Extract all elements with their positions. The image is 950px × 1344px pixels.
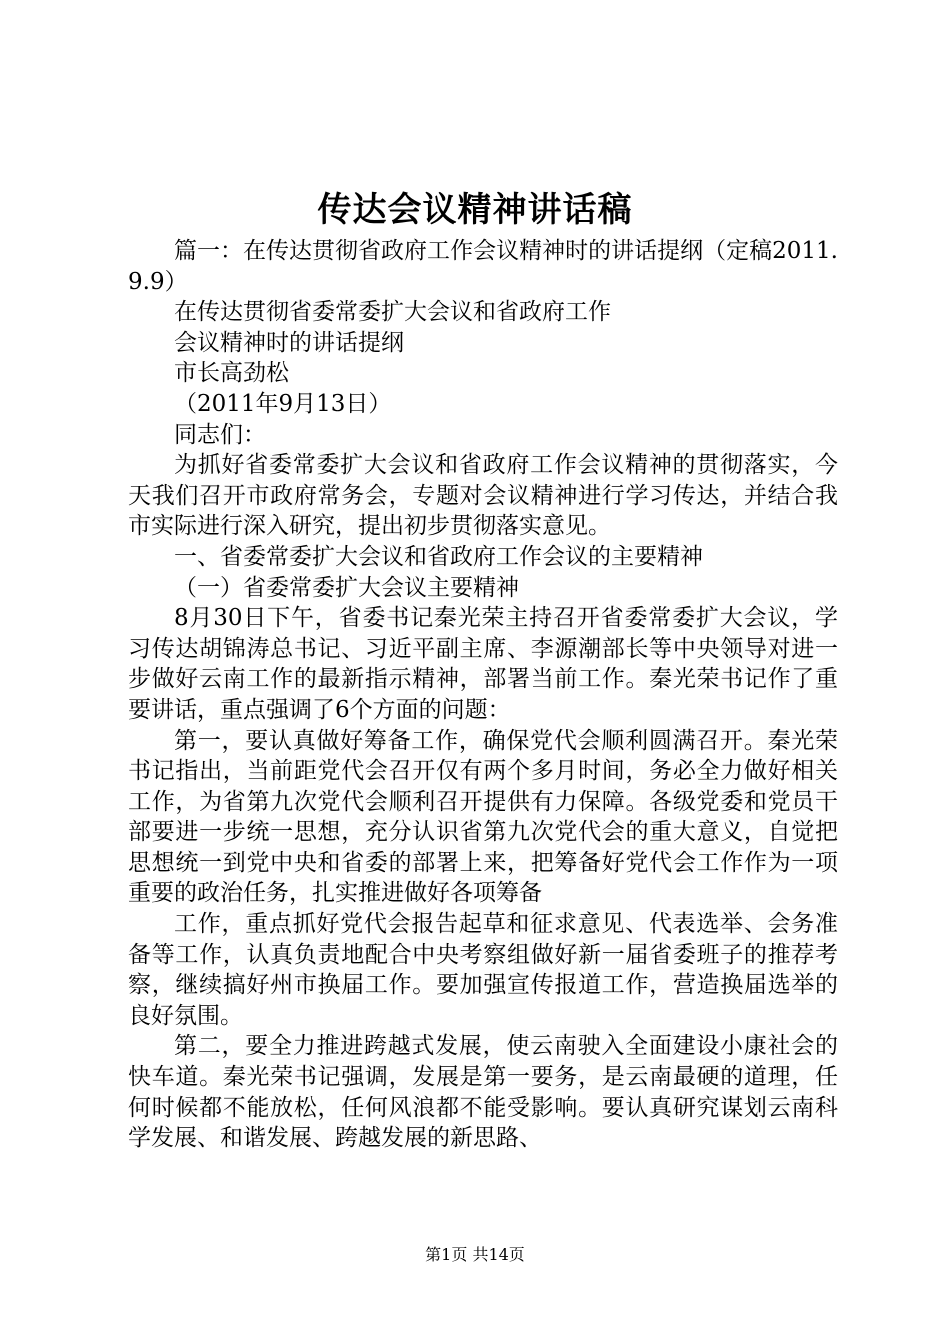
paragraph: 工作，重点抓好党代会报告起草和征求意见、代表选举、会务准备等工作，认真负责地配合中央考察组做好新一届省委班子的推荐考察，继续搞好州市换届工作。要加强宣传报道工作，营造换届选举的良好氛围。 xyxy=(128,911,838,1029)
paragraph: （2011年9月13日） xyxy=(174,390,392,417)
paragraph: 同志们： xyxy=(174,421,266,448)
paragraph: 第一，要认真做好筹备工作，确保党代会顺利圆满召开。秦光荣书记指出，当前距党代会召开仅有两个多月时间，务必全力做好相关工作，为省第九次党代会顺利召开提供有力保障。各级党委和党员干部要进一步统一思想，充分认识省第九次党代会的重大意义，自觉把思想统一到党中央和省委的部署上来，把筹备好党代会工作作为一项重要的政治任务，扎实推进做好各项筹备 xyxy=(128,727,838,907)
document-title: 传达会议精神讲话稿 xyxy=(317,190,633,230)
paragraph: 第二，要全力推进跨越式发展，使云南驶入全面建设小康社会的快车道。秦光荣书记强调，发展是第一要务，是云南最硬的道理，任何时候都不能放松，任何风浪都不能受影响。要认真研究谋划云南科学发展、和谐发展、跨越发展的新思路、 xyxy=(128,1033,838,1152)
paragraph: 会议精神时的讲话提纲 xyxy=(174,329,404,356)
document-body xyxy=(128,236,838,1154)
paragraph: （一）省委常委扩大会议主要精神 xyxy=(174,574,519,601)
paragraph: 篇一：在传达贯彻省政府工作会议精神时的讲话提纲（定稿2011.9.9） xyxy=(128,238,838,295)
paragraph: 在传达贯彻省委常委扩大会议和省政府工作 xyxy=(174,299,611,326)
paragraph: 一、省委常委扩大会议和省政府工作会议的主要精神 xyxy=(174,543,703,570)
paragraph: 为抓好省委常委扩大会议和省政府工作会议精神的贯彻落实，今天我们召开市政府常务会，专题对会议精神进行学习传达，并结合我市实际进行深入研究，提出初步贯彻落实意见。 xyxy=(128,452,838,540)
page-footer: 第1页 共14页 xyxy=(425,1245,525,1264)
paragraph: 8月30日下午，省委书记秦光荣主持召开省委常委扩大会议，学习传达胡锦涛总书记、习近平副主席、李源潮部长等中央领导对进一步做好云南工作的最新指示精神，部署当前工作。秦光荣书记作了重要讲话，重点强调了6个方面的问题： xyxy=(128,605,838,723)
paragraph: 市长高劲松 xyxy=(174,360,289,387)
